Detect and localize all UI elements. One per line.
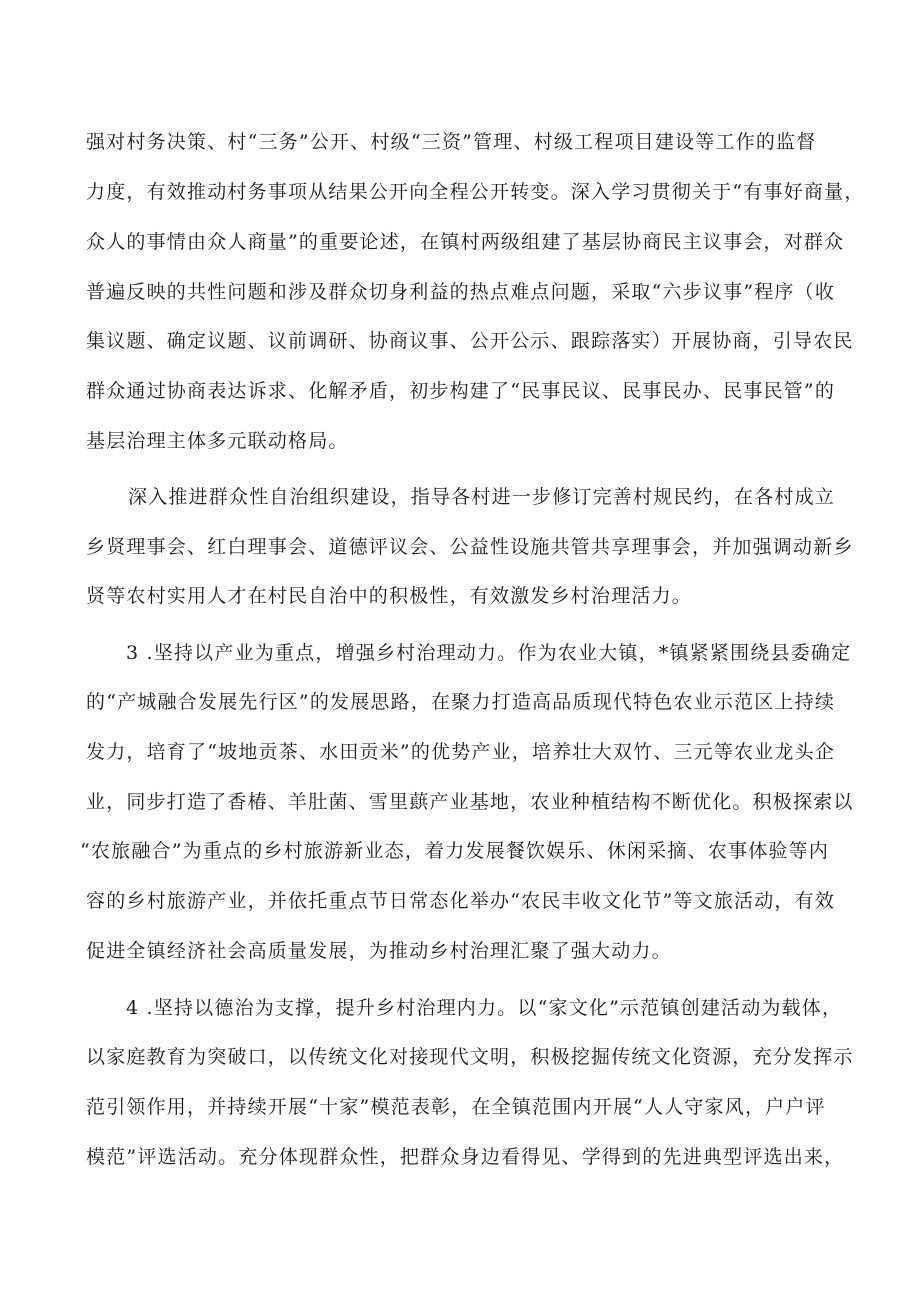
text-line: 普遍反映的共性问题和涉及群众切身利益的热点难点问题，采取“六步议事”程序（收	[86, 281, 836, 303]
section-heading-line: 4 .坚持以德治为支撑，提升乡村治理内力。以“家文化”示范镇创建活动为载体，	[126, 997, 843, 1019]
text-line: 集议题、确定议题、议前调研、协商议事、公开公示、跟踪落实）开展协商，引导农民	[86, 330, 854, 352]
text-line: 强对村务决策、村“三务”公开、村级“三资”管理、村级工程项目建设等工作的监督	[86, 131, 817, 153]
text-line: 容的乡村旅游产业，并依托重点节日常态化举办“农民丰收文化节”等文旅活动，有效	[86, 890, 836, 912]
text-line: 以家庭教育为突破口，以传统文化对接现代文明，积极挖掘传统文化资源，充分发挥示	[86, 1046, 854, 1068]
text-line: 乡贤理事会、红白理事会、道德评议会、公益性设施共管共享理事会，并加强调动新乡	[86, 536, 854, 558]
text-line: 业，同步打造了香椿、羊肚菌、雪里蕻产业基地，农业种植结构不断优化。积极探索以	[86, 791, 854, 813]
text-line: 众人的事情由众人商量”的重要论述，在镇村两级组建了基层协商民主议事会，对群众	[86, 231, 845, 253]
text-line: “农旅融合”为重点的乡村旅游新业态，着力发展餐饮娱乐、休闲采摘、农事体验等内	[80, 840, 830, 862]
section-heading-line: 3 .坚持以产业为重点，增强乡村治理动力。作为农业大镇，*镇紧紧围绕县委确定	[126, 642, 852, 664]
text-line: 基层治理主体多元联动格局。	[86, 430, 349, 452]
text-line: 发力，培育了“坡地贡茶、水田贡米”的优势产业，培养壮大双竹、三元等农业龙头企	[86, 741, 836, 763]
text-line: 范引领作用，并持续开展“十家”模范表彰，在全镇范围内开展“人人守家风，户户评	[86, 1096, 826, 1118]
text-line: 群众通过协商表达诉求、化解矛盾，初步构建了“民事民议、民事民办、民事民管”的	[86, 380, 836, 402]
text-line: 促进全镇经济社会高质量发展，为推动乡村治理汇聚了强大动力。	[86, 940, 672, 962]
text-line: 贤等农村实用人才在村民自治中的积极性，有效激发乡村治理活力。	[86, 585, 693, 607]
text-line: 力度，有效推动村务事项从结果公开向全程公开转变。深入学习贯彻关于“有事好商量，	[86, 181, 865, 203]
text-line: 的“产城融合发展先行区”的发展思路，在聚力打造高品质现代特色农业示范区上持续	[86, 691, 836, 713]
text-line: 深入推进群众性自治组织建设，指导各村进一步修订完善村规民约，在各村成立	[128, 486, 836, 508]
text-line: 模范”评选活动。充分体现群众性，把群众身边看得见、学得到的先进典型评选出来，	[86, 1146, 845, 1168]
